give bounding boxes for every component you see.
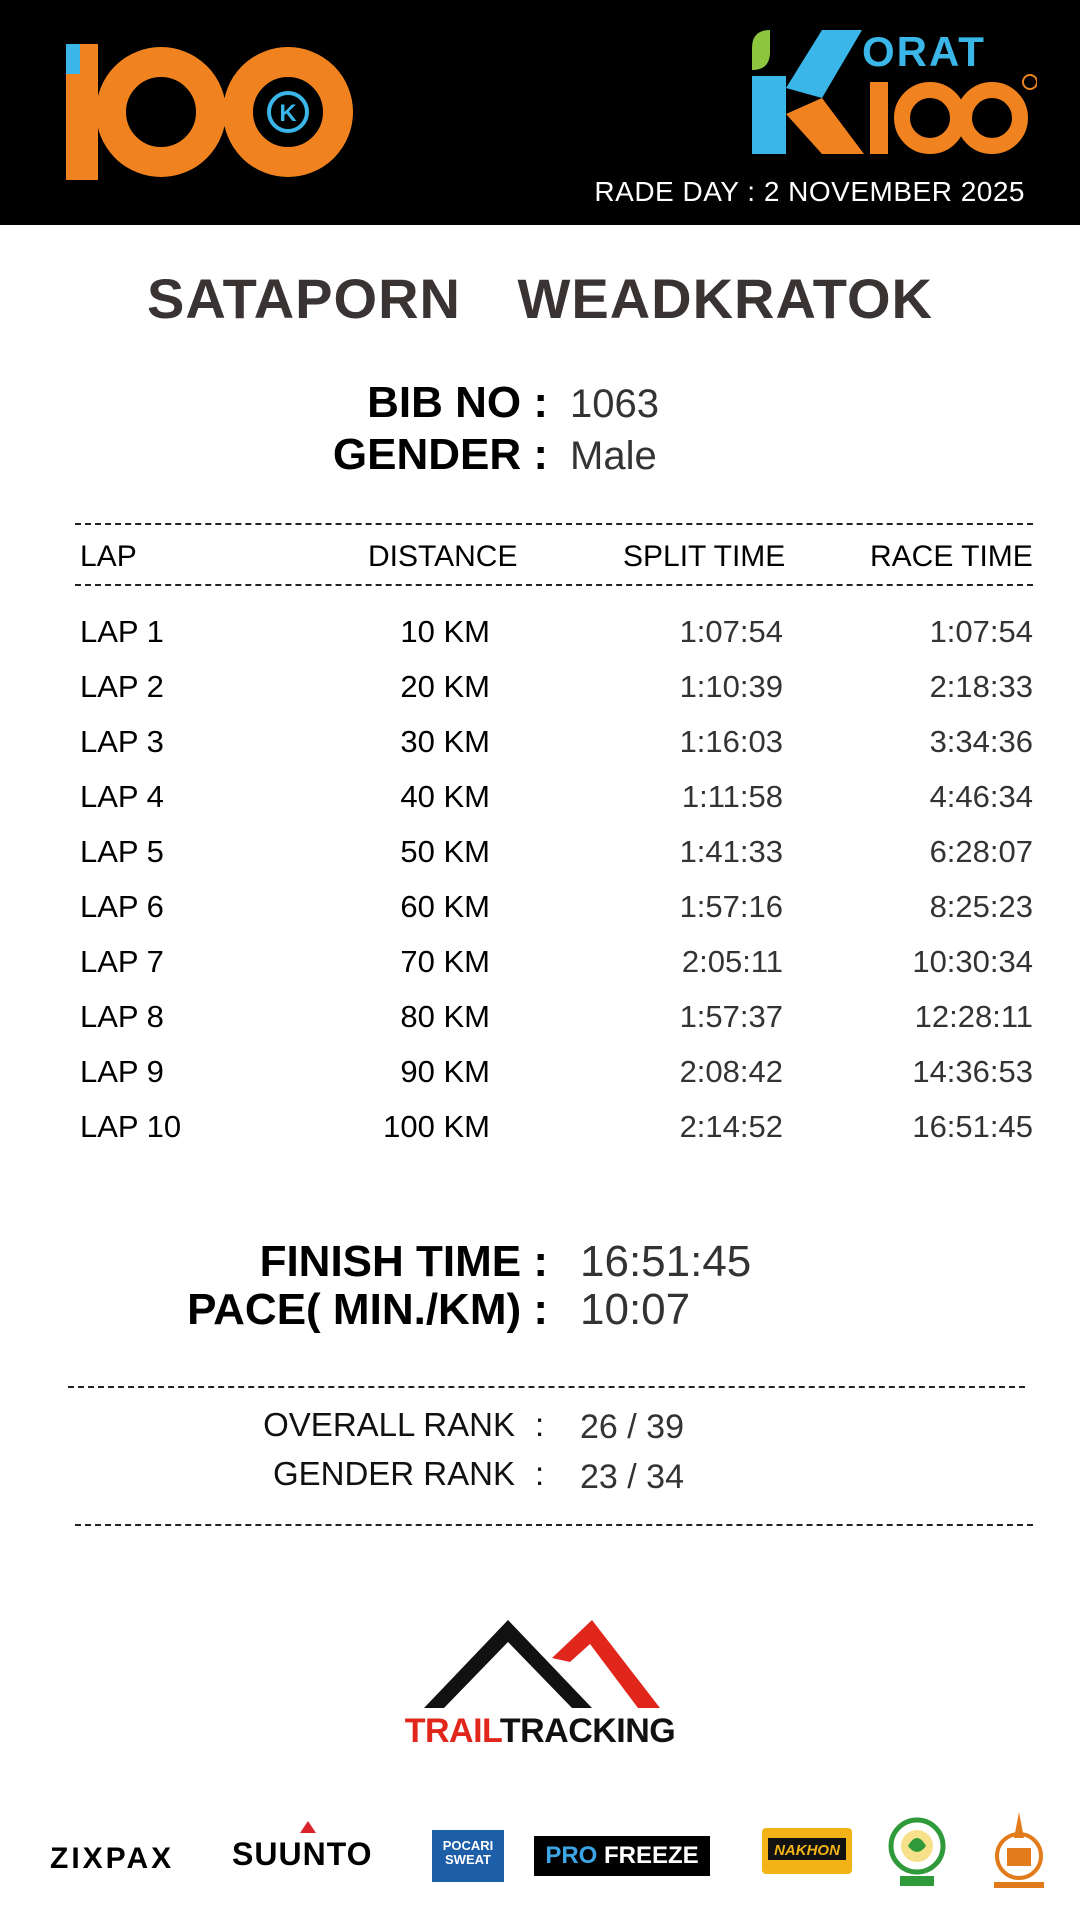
trailtracking-wordmark bbox=[0, 1712, 1080, 1751]
bib-row bbox=[0, 378, 1080, 428]
race-100k-logo bbox=[66, 42, 366, 182]
pocari-line1: POCARI bbox=[442, 1838, 494, 1853]
logo-k-letter: K bbox=[279, 100, 297, 127]
pocari-sweat-logo bbox=[432, 1830, 504, 1882]
race-time-cell: 4:46:34 bbox=[929, 779, 1033, 814]
gender-rank-label: GENDER RANK bbox=[272, 1455, 515, 1492]
table-row bbox=[0, 834, 1080, 889]
table-row bbox=[0, 724, 1080, 779]
race-time-cell: 6:28:07 bbox=[929, 834, 1033, 869]
university-emblem-icon bbox=[988, 1810, 1050, 1897]
split-time-cell: 2:05:11 bbox=[681, 944, 783, 979]
table-top-divider bbox=[75, 523, 1033, 525]
province-emblem-icon bbox=[886, 1812, 948, 1897]
suunto-logo: SUUNTO bbox=[232, 1836, 373, 1872]
table-header-divider bbox=[75, 584, 1033, 586]
zixpax-logo: ZIXPAX bbox=[50, 1842, 175, 1875]
split-time-cell: 1:57:37 bbox=[679, 999, 783, 1034]
race-time-cell: 16:51:45 bbox=[912, 1109, 1033, 1144]
split-time-cell: 2:08:42 bbox=[679, 1054, 783, 1089]
distance-cell: 50 KM bbox=[400, 834, 490, 869]
race-day-text: RADE DAY : 2 NOVEMBER 2025 bbox=[594, 176, 1025, 207]
lap-cell: LAP 9 bbox=[80, 1054, 164, 1089]
table-row bbox=[0, 1054, 1080, 1109]
pace-label: PACE( MIN./KM) : bbox=[187, 1285, 548, 1334]
race-time-cell: 14:36:53 bbox=[912, 1054, 1033, 1089]
nakhon-text: NAKHON bbox=[774, 1842, 840, 1859]
pace-value: 10:07 bbox=[580, 1285, 691, 1334]
nakhon-ratchasima-logo bbox=[762, 1824, 852, 1878]
freeze-word: FREEZE bbox=[597, 1842, 699, 1869]
split-time-cell: 1:07:54 bbox=[679, 614, 783, 649]
distance-cell: 80 KM bbox=[400, 999, 490, 1034]
distance-cell: 20 KM bbox=[400, 669, 490, 704]
header-banner bbox=[0, 0, 1080, 225]
lap-cell: LAP 4 bbox=[80, 779, 164, 814]
lap-cell: LAP 5 bbox=[80, 834, 164, 869]
distance-cell: 90 KM bbox=[400, 1054, 490, 1089]
distance-cell: 100 KM bbox=[383, 1109, 490, 1144]
tracking-word: TRACKING bbox=[499, 1712, 676, 1750]
race-time-cell: 3:34:36 bbox=[929, 724, 1033, 759]
split-time-cell: 1:57:16 bbox=[679, 889, 783, 924]
overall-rank-label: OVERALL RANK bbox=[263, 1406, 515, 1443]
pocari-line2: SWEAT bbox=[445, 1852, 491, 1867]
lap-cell: LAP 1 bbox=[80, 614, 164, 649]
table-row bbox=[0, 889, 1080, 944]
lap-cell: LAP 6 bbox=[80, 889, 164, 924]
lap-cell: LAP 7 bbox=[80, 944, 164, 979]
split-time-cell: 2:14:52 bbox=[679, 1109, 783, 1144]
race-time-cell: 1:07:54 bbox=[929, 614, 1033, 649]
header-lap: LAP bbox=[80, 540, 137, 573]
table-row bbox=[0, 614, 1080, 669]
bib-label: BIB NO : bbox=[367, 378, 548, 427]
bib-value: 1063 bbox=[570, 382, 659, 426]
table-row bbox=[0, 1109, 1080, 1164]
lap-cell: LAP 10 bbox=[80, 1109, 182, 1144]
race-time-cell: 12:28:11 bbox=[914, 999, 1033, 1034]
lap-cell: LAP 8 bbox=[80, 999, 164, 1034]
pro-freeze-logo bbox=[534, 1836, 710, 1876]
rank-bottom-divider bbox=[75, 1524, 1033, 1526]
header-split-time: SPLIT TIME bbox=[623, 540, 786, 573]
table-row bbox=[0, 779, 1080, 834]
korat-logo-text: ORAT bbox=[862, 28, 986, 75]
finish-time-value: 16:51:45 bbox=[580, 1237, 752, 1286]
korat-100-logo bbox=[752, 28, 1037, 158]
race-time-cell: 2:18:33 bbox=[929, 669, 1033, 704]
suunto-triangle-icon bbox=[300, 1821, 316, 1833]
race-time-cell: 8:25:23 bbox=[929, 889, 1033, 924]
overall-rank-value: 26 / 39 bbox=[580, 1408, 684, 1446]
header-distance: DISTANCE bbox=[368, 540, 518, 573]
split-time-cell: 1:10:39 bbox=[679, 669, 783, 704]
gender-value: Male bbox=[570, 434, 657, 478]
trailtracking-mountain-logo bbox=[420, 1618, 660, 1715]
split-time-cell: 1:11:58 bbox=[681, 779, 783, 814]
gender-rank-colon: : bbox=[535, 1455, 545, 1492]
split-time-cell: 1:16:03 bbox=[679, 724, 783, 759]
table-row bbox=[0, 669, 1080, 724]
table-row bbox=[0, 999, 1080, 1054]
rank-top-divider bbox=[68, 1386, 1025, 1388]
lap-cell: LAP 3 bbox=[80, 724, 164, 759]
trail-word: TRAIL bbox=[404, 1712, 500, 1750]
table-row bbox=[0, 944, 1080, 999]
split-time-cell: 1:41:33 bbox=[679, 834, 783, 869]
runner-name: SATAPORN WEADKRATOK bbox=[147, 267, 933, 330]
race-time-cell: 10:30:34 bbox=[912, 944, 1033, 979]
distance-cell: 60 KM bbox=[400, 889, 490, 924]
finish-time-label: FINISH TIME : bbox=[259, 1237, 548, 1286]
lap-cell: LAP 2 bbox=[80, 669, 164, 704]
pro-word: PRO bbox=[545, 1842, 598, 1869]
distance-cell: 30 KM bbox=[400, 724, 490, 759]
distance-cell: 70 KM bbox=[400, 944, 490, 979]
gender-rank-value: 23 / 34 bbox=[580, 1458, 684, 1496]
gender-label: GENDER : bbox=[332, 430, 548, 479]
distance-cell: 40 KM bbox=[400, 779, 490, 814]
distance-cell: 10 KM bbox=[400, 614, 490, 649]
header-race-time: RACE TIME bbox=[870, 540, 1033, 573]
gender-row bbox=[0, 430, 1080, 480]
overall-rank-colon: : bbox=[535, 1406, 545, 1443]
